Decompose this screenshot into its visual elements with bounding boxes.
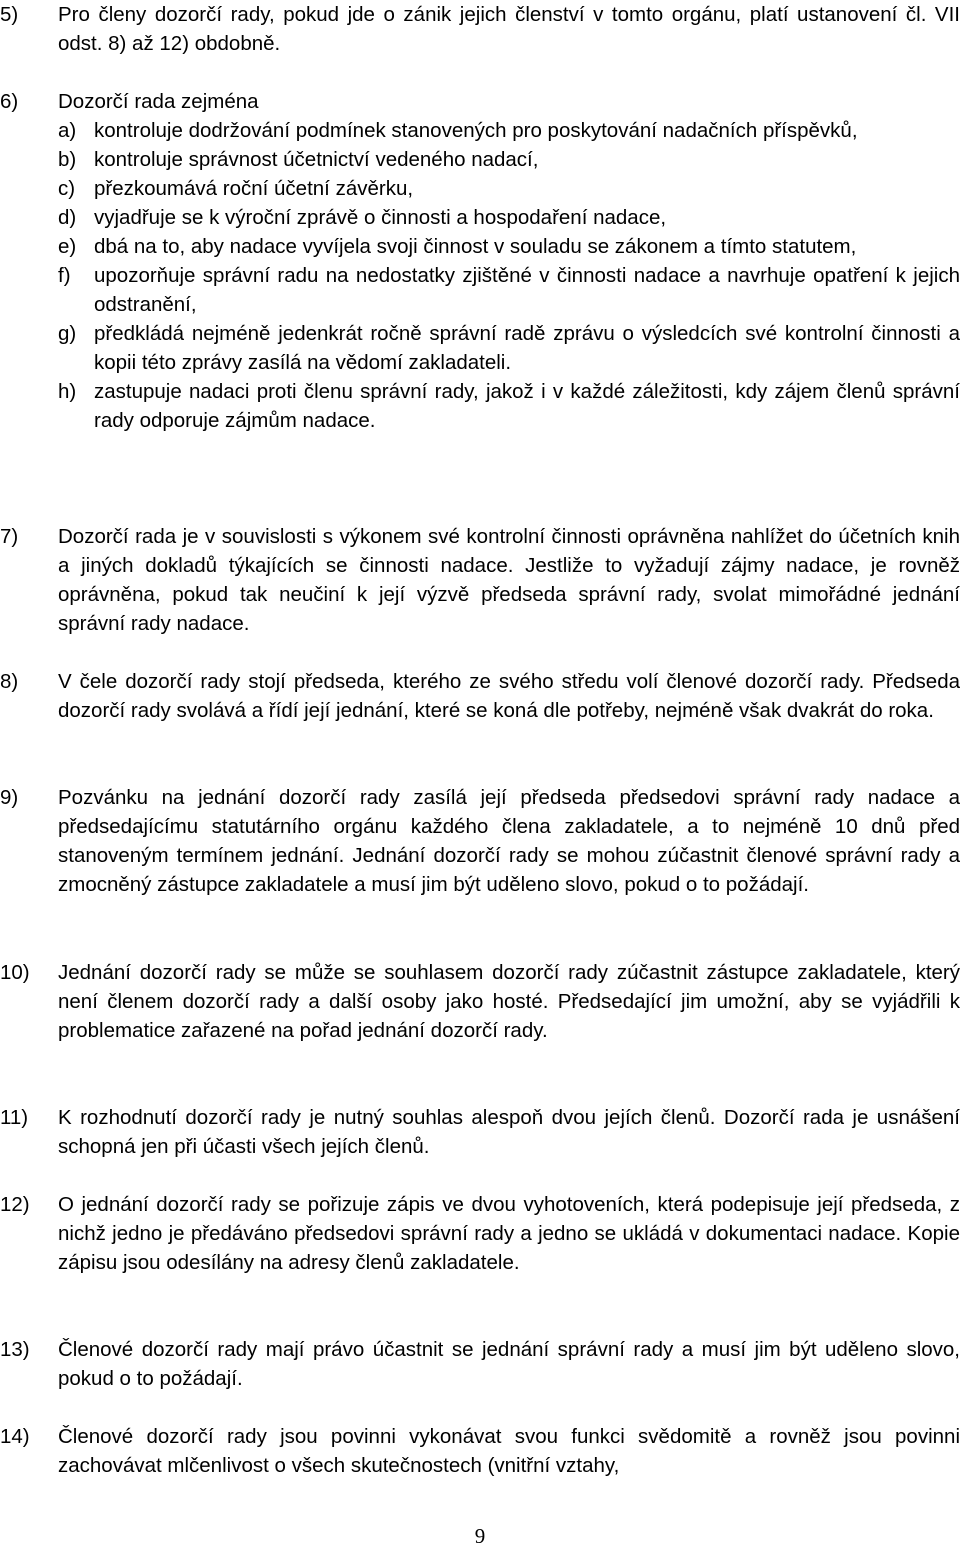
- list-item: [58, 377, 960, 435]
- paragraph-13: [0, 1335, 960, 1393]
- list-item: [58, 261, 960, 319]
- list-item: [58, 145, 960, 174]
- paragraph-text: Jednání dozorčí rady se může se souhlasem dozorčí rady zúčastnit zástupce zakladatele, který není členem dozorčí rady a další osoby jako hosté. Předsedající jim umožní, aby se vyjádřili k problematice zařazené na pořad jednání dozorčí rady.: [58, 961, 960, 1042]
- paragraph-number: 13): [0, 1338, 30, 1361]
- paragraph-number: 11): [0, 1106, 29, 1129]
- paragraph-text: Pro členy dozorčí rady, pokud jde o zánik jejich členství v tomto orgánu, platí ustanovení čl. VII odst. 8) až 12) obdobně.: [58, 3, 960, 55]
- paragraph-text: Pozvánku na jednání dozorčí rady zasílá její předseda předsedovi správní rady nadace a předsedajícímu statutárního orgánu každého člena zakladatele, a to nejméně 10 dnů před stanoveným termínem jednání. Jednání dozorčí rady se mohou zúčastnit členové správní rady a zmocněný zástupce zakladatele a musí jim být uděleno slovo, pokud o to požádají.: [58, 786, 960, 896]
- paragraph-7: [0, 522, 960, 638]
- paragraph-number: 10): [0, 961, 30, 984]
- paragraph-10: [0, 958, 960, 1045]
- list-item-mark: b): [58, 148, 77, 171]
- paragraph-number: 6): [0, 90, 19, 113]
- list-item-mark: g): [58, 322, 77, 345]
- paragraph-9: [0, 783, 960, 899]
- list-item: [58, 116, 960, 145]
- paragraph-6: [0, 87, 960, 435]
- paragraph-number: 12): [0, 1193, 30, 1216]
- list-item-text: dbá na to, aby nadace vyvíjela svoji činnost v souladu se zákonem a tímto statutem,: [94, 235, 857, 258]
- paragraph-text: O jednání dozorčí rady se pořizuje zápis ve dvou vyhotoveních, která podepisuje její předseda, z nichž jedno je předáváno předsedovi správní rady a jedno se ukládá v dokumentaci nadace. Kopie zápisu jsou odesílány na adresy členů zakladatele.: [58, 1193, 960, 1274]
- paragraph-11: [0, 1103, 960, 1161]
- list-item: [58, 232, 960, 261]
- paragraph-text: K rozhodnutí dozorčí rady je nutný souhlas alespoň dvou jejích členů. Dozorčí rada je usnášení schopná jen při účasti všech jejích členů.: [58, 1106, 960, 1158]
- paragraph-text: Členové dozorčí rady jsou povinni vykonávat svou funkci svědomitě a rovněž jsou povinni zachovávat mlčenlivost o všech skutečnostech (vnitřní vztahy,: [58, 1425, 960, 1477]
- list-item-text: přezkoumává roční účetní závěrku,: [94, 177, 414, 200]
- list-item-mark: c): [58, 177, 76, 200]
- list-item-mark: h): [58, 380, 77, 403]
- list-item-mark: d): [58, 206, 77, 229]
- paragraph-number: 9): [0, 786, 19, 809]
- paragraph-12: [0, 1190, 960, 1277]
- page-number: 9: [474, 1524, 486, 1548]
- paragraph-text: V čele dozorčí rady stojí předseda, kterého ze svého středu volí členové dozorčí rady. Předseda dozorčí rady svolává a řídí její jednání, které se koná dle potřeby, nejméně však dvakrát do roka.: [58, 670, 960, 722]
- list-item-mark: a): [58, 119, 77, 142]
- list-item-mark: e): [58, 235, 77, 258]
- paragraph-number: 14): [0, 1425, 30, 1448]
- list-item-text: zastupuje nadaci proti členu správní rady, jakož i v každé záležitosti, kdy zájem členů správní rady odporuje zájmům nadace.: [94, 380, 960, 432]
- list-item-text: kontroluje dodržování podmínek stanovených pro poskytování nadačních příspěvků,: [94, 119, 858, 142]
- list-item-mark: f): [58, 264, 71, 287]
- list-item-text: předkládá nejméně jedenkrát ročně správní radě zprávu o výsledcích své kontrolní činnosti a kopii této zprávy zasílá na vědomí zakladateli.: [94, 322, 960, 374]
- paragraph-number: 7): [0, 525, 19, 548]
- list-item-text: kontroluje správnost účetnictví vedeného nadací,: [94, 148, 539, 171]
- list-item: [58, 319, 960, 377]
- list-item-text: vyjadřuje se k výroční zprávě o činnosti a hospodaření nadace,: [94, 206, 667, 229]
- paragraph-text: Členové dozorčí rady mají právo účastnit se jednání správní rady a musí jim být uděleno slovo, pokud o to požádají.: [58, 1338, 960, 1390]
- list-item: [58, 174, 960, 203]
- list-item-text: upozorňuje správní radu na nedostatky zjištěné v činnosti nadace a navrhuje opatření k jejich odstranění,: [94, 264, 960, 316]
- paragraph-number: 8): [0, 670, 19, 693]
- paragraph-8: [0, 667, 960, 725]
- paragraph-intro: Dozorčí rada zejména: [58, 90, 259, 113]
- paragraph-5: [0, 0, 960, 58]
- paragraph-text: Dozorčí rada je v souvislosti s výkonem své kontrolní činnosti oprávněna nahlížet do účetních knih a jiných dokladů týkajících se činnosti nadace. Jestliže to vyžadují zájmy nadace, je rovněž oprávněna, pokud tak neučiní k její výzvě předseda správní rady, svolat mimořádné jednání správní rady nadace.: [58, 525, 960, 635]
- paragraph-number: 5): [0, 3, 19, 26]
- list-item: [58, 203, 960, 232]
- paragraph-14: [0, 1422, 960, 1480]
